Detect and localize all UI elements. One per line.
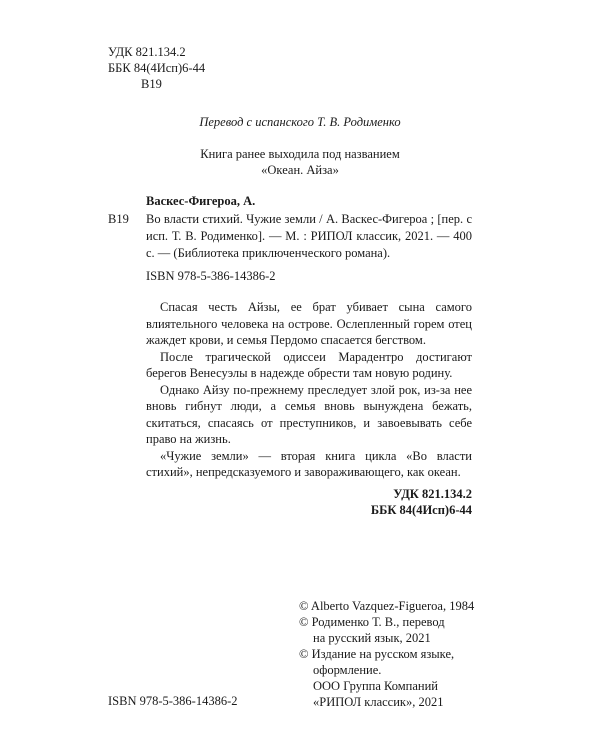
previous-title [60,146,540,178]
catalog-author: Васкес-Фигероа, А. [146,194,256,208]
catalog-code: В19 [108,212,129,226]
author-mark: В19 [141,77,162,91]
annotation-paragraph: Однако Айзу по-прежнему преследует злой рок, из-за нее вновь гибнут люди, а семья вновь вынуждена бежать, скитаться, спасаясь от преступников, и завоевывать себе право на жизнь. [146,382,472,446]
bottom-udk: УДК 821.134.2 [393,487,472,501]
copyright-line: оформление. [313,663,382,677]
udk-code: УДК 821.134.2 [108,45,186,59]
bbk-code: ББК 84(4Исп)6-44 [108,61,206,75]
annotation-paragraph: «Чужие земли» — вторая книга цикла «Во власти стихий», непредсказуемого и завораживающего, как океан. [146,448,472,479]
copyright-line: © Издание на русском языке, [299,647,455,661]
header-codes [108,44,205,92]
annotation-paragraph: После трагической одиссеи Марадентро достигают берегов Венесуэлы в надежде обрести там новую родину. [146,349,472,380]
annotation [146,299,472,481]
annotation-paragraph: Спасая честь Айзы, ее брат убивает сына самого влиятельного человека на острове. Ослепленный горем отец жаждет крови, и семья Пердомо спасается бегством. [146,300,472,347]
copyright-line: ООО Группа Компаний [313,679,438,693]
catalog-description: Во власти стихий. Чужие земли / А. Васкес-Фигероа ; [пер. с исп. Т. В. Родименко]. — М. : РИПОЛ классик, 2021. — 400 с. — (Библиотека приключенческого романа). [146,212,472,260]
copyright-line: © Alberto Vazquez-Figueroa, 1984 [299,599,475,613]
bottom-isbn: ISBN 978-5-386-14386-2 [108,694,238,708]
copyright-line: «РИПОЛ классик», 2021 [313,695,444,709]
catalog-isbn: ISBN 978-5-386-14386-2 [146,269,276,283]
copyright-line: на русский язык, 2021 [313,631,431,645]
translation-note: Перевод с испанского Т. В. Родименко [199,115,401,129]
bottom-codes [300,486,472,518]
copyright-line: © Родименко Т. В., перевод [299,615,445,629]
previous-title-line1: Книга ранее выходила под названием [200,147,400,161]
previous-title-line2: «Океан. Айза» [261,163,339,177]
copyright-block [299,598,474,710]
bottom-bbk: ББК 84(4Исп)6-44 [370,503,472,517]
